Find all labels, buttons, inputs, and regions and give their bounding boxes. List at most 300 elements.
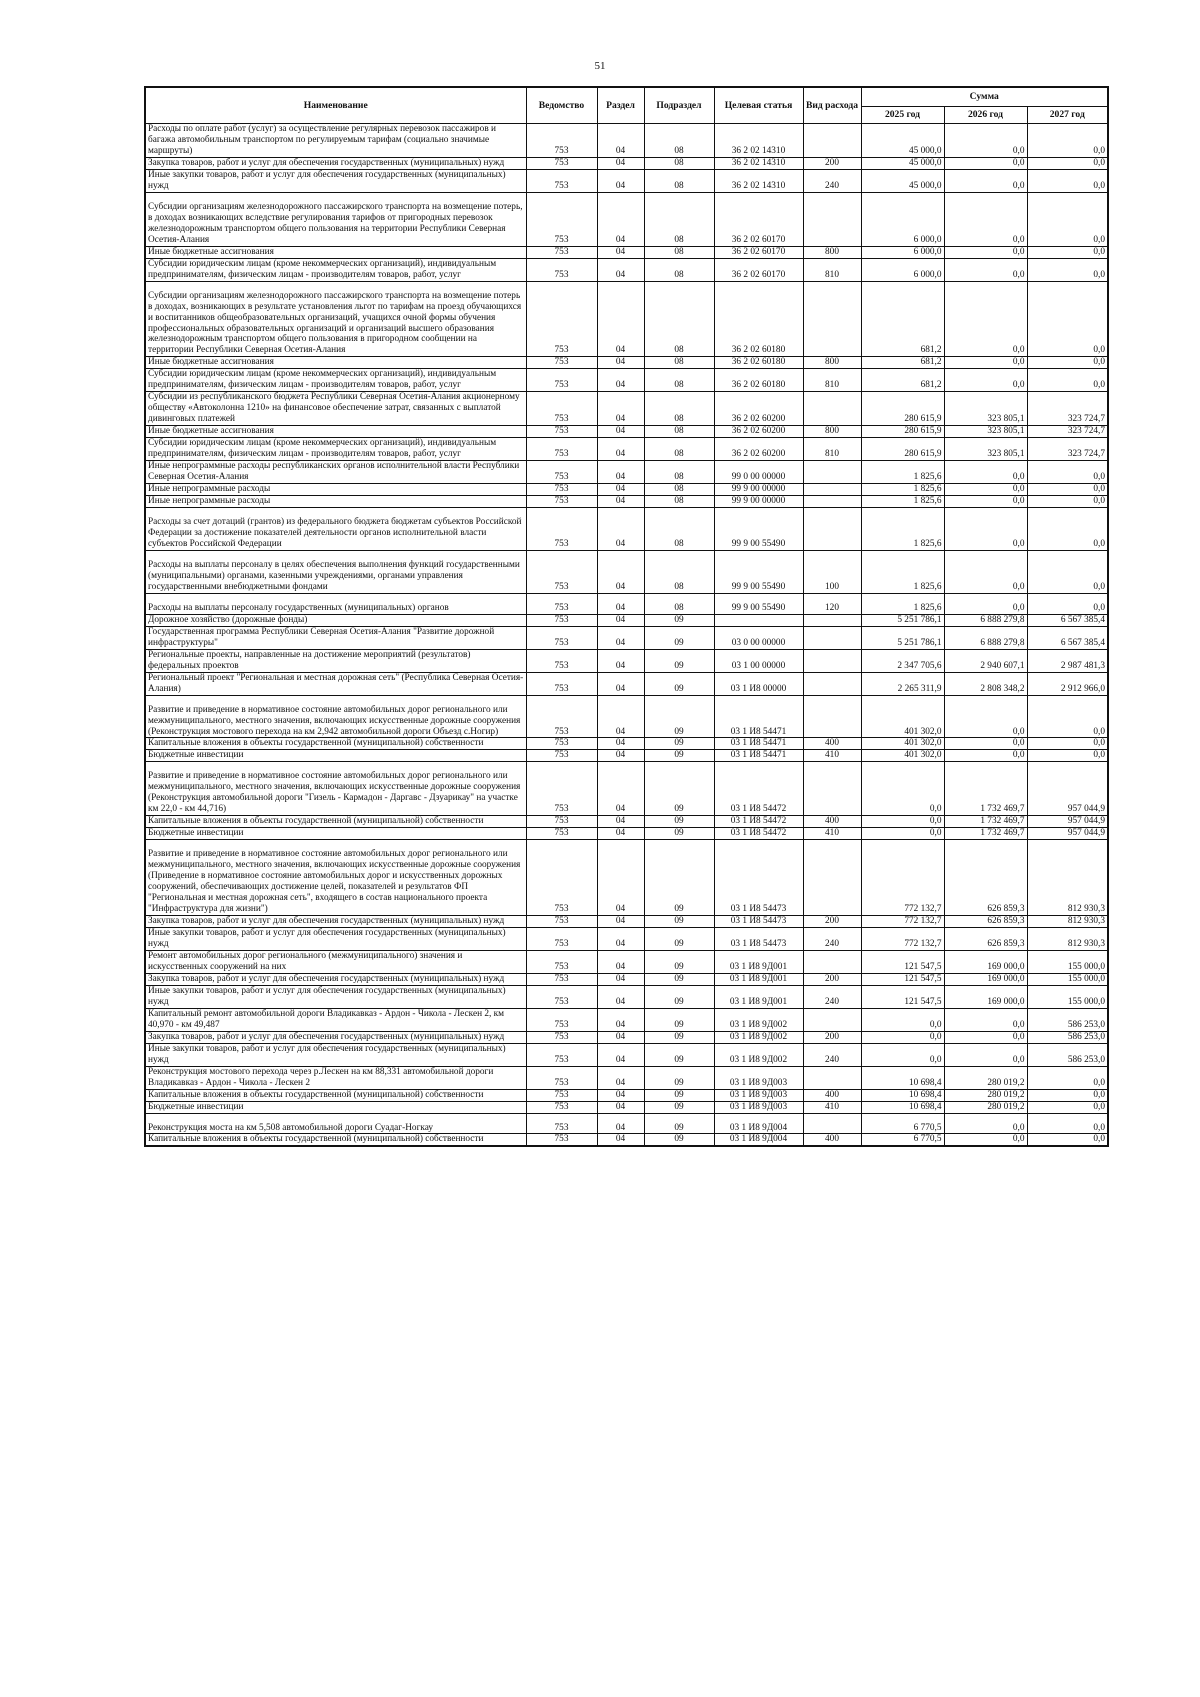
row-razdel: 04 [597, 496, 644, 508]
row-sum-2027: 0,0 [1027, 750, 1108, 762]
table-row [145, 258, 1108, 281]
row-sum-2025: 280 615,9 [861, 392, 944, 426]
row-name: Иные закупки товаров, работ и услуг для обеспечения государственных (муниципальных) нужд [145, 1043, 526, 1066]
row-podrazdel: 08 [644, 281, 714, 357]
row-sum-2027: 155 000,0 [1027, 950, 1108, 973]
row-sum-2027: 6 567 385,4 [1027, 626, 1108, 649]
row-sum-2025: 772 132,7 [861, 916, 944, 928]
row-celevaya-statya: 99 9 00 55490 [714, 593, 803, 614]
row-vid-rashoda: 240 [803, 928, 861, 951]
row-vedomstvo: 753 [526, 1008, 597, 1031]
row-sum-2026: 1 732 469,7 [944, 816, 1027, 828]
row-vedomstvo: 753 [526, 738, 597, 750]
row-vid-rashoda [803, 192, 861, 246]
table-row [145, 985, 1108, 1008]
row-celevaya-statya: 99 9 00 00000 [714, 484, 803, 496]
row-sum-2025: 1 825,6 [861, 496, 944, 508]
row-vedomstvo: 753 [526, 157, 597, 169]
table-row [145, 550, 1108, 593]
row-razdel: 04 [597, 614, 644, 626]
row-name: Государственная программа Республики Северная Осетия-Алания "Развитие дорожной инфраструктуры" [145, 626, 526, 649]
row-vid-rashoda [803, 1113, 861, 1134]
row-celevaya-statya: 03 1 И8 9Д002 [714, 1008, 803, 1031]
row-celevaya-statya: 03 1 И8 9Д001 [714, 950, 803, 973]
row-podrazdel: 09 [644, 750, 714, 762]
header-2025: 2025 год [861, 107, 944, 124]
row-vid-rashoda [803, 508, 861, 551]
row-vedomstvo: 753 [526, 1089, 597, 1101]
row-razdel: 04 [597, 750, 644, 762]
row-vid-rashoda: 200 [803, 1031, 861, 1043]
row-celevaya-statya: 03 1 И8 00000 [714, 672, 803, 695]
row-vid-rashoda: 810 [803, 438, 861, 461]
row-sum-2026: 0,0 [944, 1113, 1027, 1134]
row-sum-2027: 0,0 [1027, 738, 1108, 750]
row-razdel: 04 [597, 169, 644, 192]
row-vid-rashoda [803, 695, 861, 738]
row-vedomstvo: 753 [526, 124, 597, 158]
row-celevaya-statya: 03 1 И8 54473 [714, 928, 803, 951]
row-podrazdel: 09 [644, 928, 714, 951]
row-sum-2027: 0,0 [1027, 169, 1108, 192]
row-vedomstvo: 753 [526, 1134, 597, 1146]
row-sum-2025: 401 302,0 [861, 750, 944, 762]
header-2026: 2026 год [944, 107, 1027, 124]
table-row [145, 1043, 1108, 1066]
row-vid-rashoda: 400 [803, 1134, 861, 1146]
row-sum-2027: 6 567 385,4 [1027, 614, 1108, 626]
row-vedomstvo: 753 [526, 1066, 597, 1089]
row-sum-2025: 6 000,0 [861, 246, 944, 258]
row-podrazdel: 09 [644, 762, 714, 816]
row-sum-2027: 2 912 966,0 [1027, 672, 1108, 695]
row-podrazdel: 09 [644, 626, 714, 649]
row-sum-2026: 0,0 [944, 1008, 1027, 1031]
row-sum-2026: 0,0 [944, 157, 1027, 169]
row-vid-rashoda: 410 [803, 828, 861, 840]
row-sum-2027: 957 044,9 [1027, 762, 1108, 816]
row-vid-rashoda [803, 124, 861, 158]
row-vedomstvo: 753 [526, 169, 597, 192]
row-name: Иные закупки товаров, работ и услуг для обеспечения государственных (муниципальных) нужд [145, 169, 526, 192]
row-sum-2027: 155 000,0 [1027, 985, 1108, 1008]
row-celevaya-statya: 36 2 02 14310 [714, 169, 803, 192]
row-razdel: 04 [597, 762, 644, 816]
row-vedomstvo: 753 [526, 928, 597, 951]
row-sum-2026: 0,0 [944, 1043, 1027, 1066]
row-sum-2026: 6 888 279,8 [944, 626, 1027, 649]
table-row [145, 738, 1108, 750]
row-podrazdel: 09 [644, 695, 714, 738]
header-razdel: Раздел [597, 87, 644, 124]
row-sum-2027: 0,0 [1027, 1089, 1108, 1101]
row-celevaya-statya: 03 1 И8 9Д003 [714, 1101, 803, 1113]
row-sum-2026: 169 000,0 [944, 985, 1027, 1008]
row-celevaya-statya: 36 2 02 60170 [714, 192, 803, 246]
table-row [145, 192, 1108, 246]
row-vid-rashoda: 400 [803, 738, 861, 750]
row-vedomstvo: 753 [526, 1101, 597, 1113]
row-podrazdel: 09 [644, 614, 714, 626]
row-vid-rashoda [803, 626, 861, 649]
table-row [145, 750, 1108, 762]
row-sum-2025: 401 302,0 [861, 738, 944, 750]
row-razdel: 04 [597, 157, 644, 169]
row-vedomstvo: 753 [526, 695, 597, 738]
row-sum-2026: 626 859,3 [944, 916, 1027, 928]
row-sum-2026: 323 805,1 [944, 438, 1027, 461]
row-sum-2025: 45 000,0 [861, 169, 944, 192]
row-podrazdel: 08 [644, 438, 714, 461]
row-sum-2026: 0,0 [944, 695, 1027, 738]
row-sum-2026: 280 019,2 [944, 1066, 1027, 1089]
row-vedomstvo: 753 [526, 246, 597, 258]
row-celevaya-statya: 36 2 02 14310 [714, 124, 803, 158]
row-razdel: 04 [597, 649, 644, 672]
row-razdel: 04 [597, 1089, 644, 1101]
table-row [145, 484, 1108, 496]
row-vid-rashoda: 400 [803, 816, 861, 828]
row-vedomstvo: 753 [526, 192, 597, 246]
row-vid-rashoda [803, 461, 861, 484]
row-sum-2025: 10 698,4 [861, 1066, 944, 1089]
row-sum-2027: 0,0 [1027, 593, 1108, 614]
row-sum-2025: 1 825,6 [861, 593, 944, 614]
row-sum-2027: 0,0 [1027, 1066, 1108, 1089]
row-celevaya-statya: 36 2 02 60200 [714, 438, 803, 461]
row-sum-2027: 0,0 [1027, 246, 1108, 258]
row-podrazdel: 08 [644, 484, 714, 496]
row-sum-2026: 6 888 279,8 [944, 614, 1027, 626]
row-vid-rashoda: 240 [803, 985, 861, 1008]
row-vedomstvo: 753 [526, 281, 597, 357]
row-sum-2027: 0,0 [1027, 281, 1108, 357]
row-vid-rashoda: 200 [803, 916, 861, 928]
row-vid-rashoda: 800 [803, 246, 861, 258]
table-row [145, 461, 1108, 484]
row-celevaya-statya: 99 0 00 00000 [714, 461, 803, 484]
row-sum-2027: 0,0 [1027, 258, 1108, 281]
row-podrazdel: 08 [644, 258, 714, 281]
row-sum-2026: 323 805,1 [944, 426, 1027, 438]
row-sum-2026: 0,0 [944, 484, 1027, 496]
row-sum-2026: 0,0 [944, 169, 1027, 192]
row-celevaya-statya: 03 1 И8 9Д001 [714, 973, 803, 985]
row-podrazdel: 09 [644, 1066, 714, 1089]
table-row [145, 950, 1108, 973]
row-name: Капитальный ремонт автомобильной дороги Владикавказ - Ардон - Чикола - Лескен 2, км 40,970 - км 49,487 [145, 1008, 526, 1031]
row-celevaya-statya: 03 1 И8 54471 [714, 738, 803, 750]
row-razdel: 04 [597, 973, 644, 985]
row-razdel: 04 [597, 550, 644, 593]
header-podrazdel: Подраздел [644, 87, 714, 124]
row-sum-2027: 586 253,0 [1027, 1031, 1108, 1043]
row-name: Субсидии юридическим лицам (кроме некоммерческих организаций), индивидуальным предпринимателям, физическим лицам - производителям товаров, работ, услуг [145, 258, 526, 281]
row-sum-2027: 0,0 [1027, 695, 1108, 738]
row-razdel: 04 [597, 828, 644, 840]
row-razdel: 04 [597, 1066, 644, 1089]
table-row [145, 626, 1108, 649]
row-sum-2025: 10 698,4 [861, 1089, 944, 1101]
row-sum-2025: 2 347 705,6 [861, 649, 944, 672]
row-vedomstvo: 753 [526, 508, 597, 551]
row-sum-2026: 169 000,0 [944, 973, 1027, 985]
row-sum-2027: 0,0 [1027, 124, 1108, 158]
row-name: Региональный проект "Региональная и местная дорожная сеть" (Республика Северная Осетия-Алания) [145, 672, 526, 695]
row-sum-2025: 121 547,5 [861, 950, 944, 973]
row-vedomstvo: 753 [526, 593, 597, 614]
row-sum-2026: 0,0 [944, 461, 1027, 484]
row-sum-2025: 280 615,9 [861, 426, 944, 438]
row-sum-2025: 0,0 [861, 816, 944, 828]
row-sum-2027: 0,0 [1027, 508, 1108, 551]
table-row [145, 1089, 1108, 1101]
row-name: Ремонт автомобильных дорог регионального (межмуниципального) значения и искусственных сооружений на них [145, 950, 526, 973]
row-podrazdel: 09 [644, 649, 714, 672]
row-razdel: 04 [597, 508, 644, 551]
row-name: Расходы на выплаты персоналу в целях обеспечения выполнения функций государственными (муниципальными) органами, казенными учреждениями, органами управления государственными внебюджетными фондами [145, 550, 526, 593]
row-razdel: 04 [597, 1031, 644, 1043]
row-name: Иные бюджетные ассигнования [145, 246, 526, 258]
row-celevaya-statya: 36 2 02 60170 [714, 246, 803, 258]
row-celevaya-statya: 03 1 И8 9Д001 [714, 985, 803, 1008]
row-sum-2027: 0,0 [1027, 484, 1108, 496]
row-podrazdel: 09 [644, 1008, 714, 1031]
row-vid-rashoda: 200 [803, 157, 861, 169]
row-name: Расходы на выплаты персоналу государственных (муниципальных) органов [145, 593, 526, 614]
row-sum-2025: 45 000,0 [861, 157, 944, 169]
row-sum-2027: 812 930,3 [1027, 916, 1108, 928]
row-podrazdel: 09 [644, 1043, 714, 1066]
row-podrazdel: 09 [644, 828, 714, 840]
row-sum-2026: 0,0 [944, 750, 1027, 762]
row-name: Реконструкция мостового перехода через р.Лескен на км 88,331 автомобильной дороги Владикавказ - Ардон - Чикола - Лескен 2 [145, 1066, 526, 1089]
row-razdel: 04 [597, 258, 644, 281]
row-vedomstvo: 753 [526, 357, 597, 369]
row-celevaya-statya: 03 0 00 00000 [714, 626, 803, 649]
row-podrazdel: 08 [644, 496, 714, 508]
row-sum-2026: 280 019,2 [944, 1089, 1027, 1101]
budget-table [144, 86, 1109, 1147]
row-podrazdel: 08 [644, 508, 714, 551]
row-name: Реконструкция моста на км 5,508 автомобильной дороги Суадаг-Ногкау [145, 1113, 526, 1134]
row-vid-rashoda: 810 [803, 369, 861, 392]
row-podrazdel: 08 [644, 593, 714, 614]
header-celevaya-statya: Целевая статья [714, 87, 803, 124]
row-razdel: 04 [597, 816, 644, 828]
row-sum-2026: 0,0 [944, 281, 1027, 357]
row-vedomstvo: 753 [526, 816, 597, 828]
table-row [145, 124, 1108, 158]
row-name: Иные бюджетные ассигнования [145, 426, 526, 438]
row-name: Закупка товаров, работ и услуг для обеспечения государственных (муниципальных) нужд [145, 1031, 526, 1043]
row-celevaya-statya: 99 9 00 55490 [714, 550, 803, 593]
row-vedomstvo: 753 [526, 1113, 597, 1134]
row-vid-rashoda: 800 [803, 357, 861, 369]
row-sum-2026: 0,0 [944, 124, 1027, 158]
row-sum-2025: 772 132,7 [861, 840, 944, 916]
table-row [145, 973, 1108, 985]
table-row [145, 614, 1108, 626]
row-celevaya-statya: 03 1 И8 54472 [714, 828, 803, 840]
row-sum-2026: 0,0 [944, 246, 1027, 258]
row-celevaya-statya: 99 9 00 55490 [714, 508, 803, 551]
row-name: Субсидии организациям железнодорожного пассажирского транспорта на возмещение потерь, в доходах возникающих вследствие регулирования тарифов от пригородных перевозок железнодорожным транспортом общего пользования на территории Республики Северная Осетия-Алания [145, 192, 526, 246]
row-name: Развитие и приведение в нормативное состояние автомобильных дорог регионального или межмуниципального, местного значения, включающих искусственные дорожные сооружения (Приведение в нормативное состояние автомобильных дорог и искусственных дорожных сооружений, обеспечивающих достижение целей, показателей и результатов ФП "Региональная и местная дорожная сеть", входящего в состав национального проекта "Инфраструктура для жизни") [145, 840, 526, 916]
row-sum-2025: 6 770,5 [861, 1134, 944, 1146]
row-sum-2026: 0,0 [944, 593, 1027, 614]
row-sum-2025: 0,0 [861, 1031, 944, 1043]
row-vedomstvo: 753 [526, 550, 597, 593]
row-sum-2025: 121 547,5 [861, 985, 944, 1008]
row-sum-2027: 323 724,7 [1027, 426, 1108, 438]
row-sum-2027: 0,0 [1027, 157, 1108, 169]
row-sum-2025: 10 698,4 [861, 1101, 944, 1113]
table-row [145, 1134, 1108, 1146]
row-podrazdel: 09 [644, 950, 714, 973]
row-podrazdel: 08 [644, 369, 714, 392]
row-sum-2027: 0,0 [1027, 496, 1108, 508]
row-sum-2026: 1 732 469,7 [944, 762, 1027, 816]
row-name: Закупка товаров, работ и услуг для обеспечения государственных (муниципальных) нужд [145, 973, 526, 985]
row-vid-rashoda: 800 [803, 426, 861, 438]
row-razdel: 04 [597, 1008, 644, 1031]
row-sum-2025: 1 825,6 [861, 461, 944, 484]
row-razdel: 04 [597, 950, 644, 973]
table-row [145, 392, 1108, 426]
table-row [145, 369, 1108, 392]
table-row [145, 672, 1108, 695]
row-vedomstvo: 753 [526, 950, 597, 973]
row-vedomstvo: 753 [526, 496, 597, 508]
row-sum-2025: 401 302,0 [861, 695, 944, 738]
row-vedomstvo: 753 [526, 484, 597, 496]
row-sum-2027: 812 930,3 [1027, 840, 1108, 916]
row-sum-2026: 626 859,3 [944, 840, 1027, 916]
header-name: Наименование [145, 87, 526, 124]
row-vedomstvo: 753 [526, 649, 597, 672]
row-vid-rashoda [803, 496, 861, 508]
row-vedomstvo: 753 [526, 614, 597, 626]
row-sum-2027: 0,0 [1027, 550, 1108, 593]
row-sum-2025: 1 825,6 [861, 508, 944, 551]
row-razdel: 04 [597, 357, 644, 369]
table-body [145, 124, 1108, 1147]
row-sum-2025: 0,0 [861, 1043, 944, 1066]
row-vid-rashoda [803, 281, 861, 357]
row-name: Капитальные вложения в объекты государственной (муниципальной) собственности [145, 738, 526, 750]
row-vid-rashoda [803, 950, 861, 973]
row-razdel: 04 [597, 1113, 644, 1134]
row-vedomstvo: 753 [526, 438, 597, 461]
row-razdel: 04 [597, 426, 644, 438]
row-sum-2025: 0,0 [861, 762, 944, 816]
row-sum-2025: 772 132,7 [861, 928, 944, 951]
row-celevaya-statya: 36 2 02 14310 [714, 157, 803, 169]
row-vedomstvo: 753 [526, 392, 597, 426]
row-name: Закупка товаров, работ и услуг для обеспечения государственных (муниципальных) нужд [145, 916, 526, 928]
header-vid-rashoda: Вид расхода [803, 87, 861, 124]
row-vid-rashoda: 200 [803, 973, 861, 985]
row-vid-rashoda [803, 484, 861, 496]
table-row [145, 246, 1108, 258]
row-sum-2027: 957 044,9 [1027, 828, 1108, 840]
row-podrazdel: 09 [644, 1113, 714, 1134]
row-celevaya-statya: 03 1 И8 9Д002 [714, 1031, 803, 1043]
row-podrazdel: 09 [644, 1101, 714, 1113]
row-celevaya-statya: 36 2 02 60180 [714, 357, 803, 369]
row-podrazdel: 08 [644, 392, 714, 426]
header-2027: 2027 год [1027, 107, 1108, 124]
row-name: Дорожное хозяйство (дорожные фонды) [145, 614, 526, 626]
row-sum-2027: 155 000,0 [1027, 973, 1108, 985]
row-vedomstvo: 753 [526, 916, 597, 928]
table-row [145, 1031, 1108, 1043]
row-podrazdel: 09 [644, 840, 714, 916]
row-name: Субсидии юридическим лицам (кроме некоммерческих организаций), индивидуальным предпринимателям, физическим лицам - производителям товаров, работ, услуг [145, 438, 526, 461]
row-sum-2026: 0,0 [944, 508, 1027, 551]
row-razdel: 04 [597, 438, 644, 461]
row-sum-2026: 626 859,3 [944, 928, 1027, 951]
row-celevaya-statya: 03 1 И8 54473 [714, 916, 803, 928]
row-name: Бюджетные инвестиции [145, 1101, 526, 1113]
table-header [145, 87, 1108, 124]
row-sum-2026: 0,0 [944, 258, 1027, 281]
row-podrazdel: 08 [644, 461, 714, 484]
row-name: Бюджетные инвестиции [145, 828, 526, 840]
row-razdel: 04 [597, 192, 644, 246]
row-name: Субсидии организациям железнодорожного пассажирского транспорта на возмещение потерь в доходах, возникающих в результате установления льгот по тарифам на проезд обучающихся и воспитанников общеобразовательных организаций, учащихся очной формы обучения профессиональных образовательных организаций и организаций высшего образования железнодорожным транспортом общего пользования в пригородном сообщении на территории Республики Северная Осетия-Алания [145, 281, 526, 357]
row-celevaya-statya: 03 1 И8 54471 [714, 695, 803, 738]
header-summa: Сумма [861, 87, 1108, 107]
row-vedomstvo: 753 [526, 750, 597, 762]
table-row [145, 593, 1108, 614]
row-sum-2027: 0,0 [1027, 461, 1108, 484]
row-celevaya-statya: 99 9 00 00000 [714, 496, 803, 508]
row-sum-2025: 6 770,5 [861, 1113, 944, 1134]
row-razdel: 04 [597, 1043, 644, 1066]
row-sum-2027: 586 253,0 [1027, 1008, 1108, 1031]
table-row [145, 762, 1108, 816]
row-razdel: 04 [597, 281, 644, 357]
row-vid-rashoda [803, 762, 861, 816]
row-podrazdel: 09 [644, 916, 714, 928]
row-vedomstvo: 753 [526, 762, 597, 816]
row-name: Субсидии юридическим лицам (кроме некоммерческих организаций), индивидуальным предпринимателям, физическим лицам - производителям товаров, работ, услуг [145, 369, 526, 392]
row-razdel: 04 [597, 484, 644, 496]
row-vid-rashoda [803, 1008, 861, 1031]
row-celevaya-statya: 03 1 И8 54472 [714, 762, 803, 816]
row-sum-2025: 681,2 [861, 357, 944, 369]
row-celevaya-statya [714, 614, 803, 626]
row-sum-2027: 0,0 [1027, 1101, 1108, 1113]
row-vedomstvo: 753 [526, 985, 597, 1008]
row-name: Капитальные вложения в объекты государственной (муниципальной) собственности [145, 816, 526, 828]
row-vid-rashoda [803, 649, 861, 672]
row-razdel: 04 [597, 928, 644, 951]
row-name: Иные бюджетные ассигнования [145, 357, 526, 369]
row-sum-2027: 0,0 [1027, 192, 1108, 246]
row-name: Иные закупки товаров, работ и услуг для обеспечения государственных (муниципальных) нужд [145, 985, 526, 1008]
table-row [145, 695, 1108, 738]
row-sum-2026: 0,0 [944, 192, 1027, 246]
row-sum-2027: 0,0 [1027, 369, 1108, 392]
row-celevaya-statya: 36 2 02 60170 [714, 258, 803, 281]
header-vedomstvo: Ведомство [526, 87, 597, 124]
row-sum-2025: 6 000,0 [861, 258, 944, 281]
row-vid-rashoda: 410 [803, 750, 861, 762]
row-name: Бюджетные инвестиции [145, 750, 526, 762]
